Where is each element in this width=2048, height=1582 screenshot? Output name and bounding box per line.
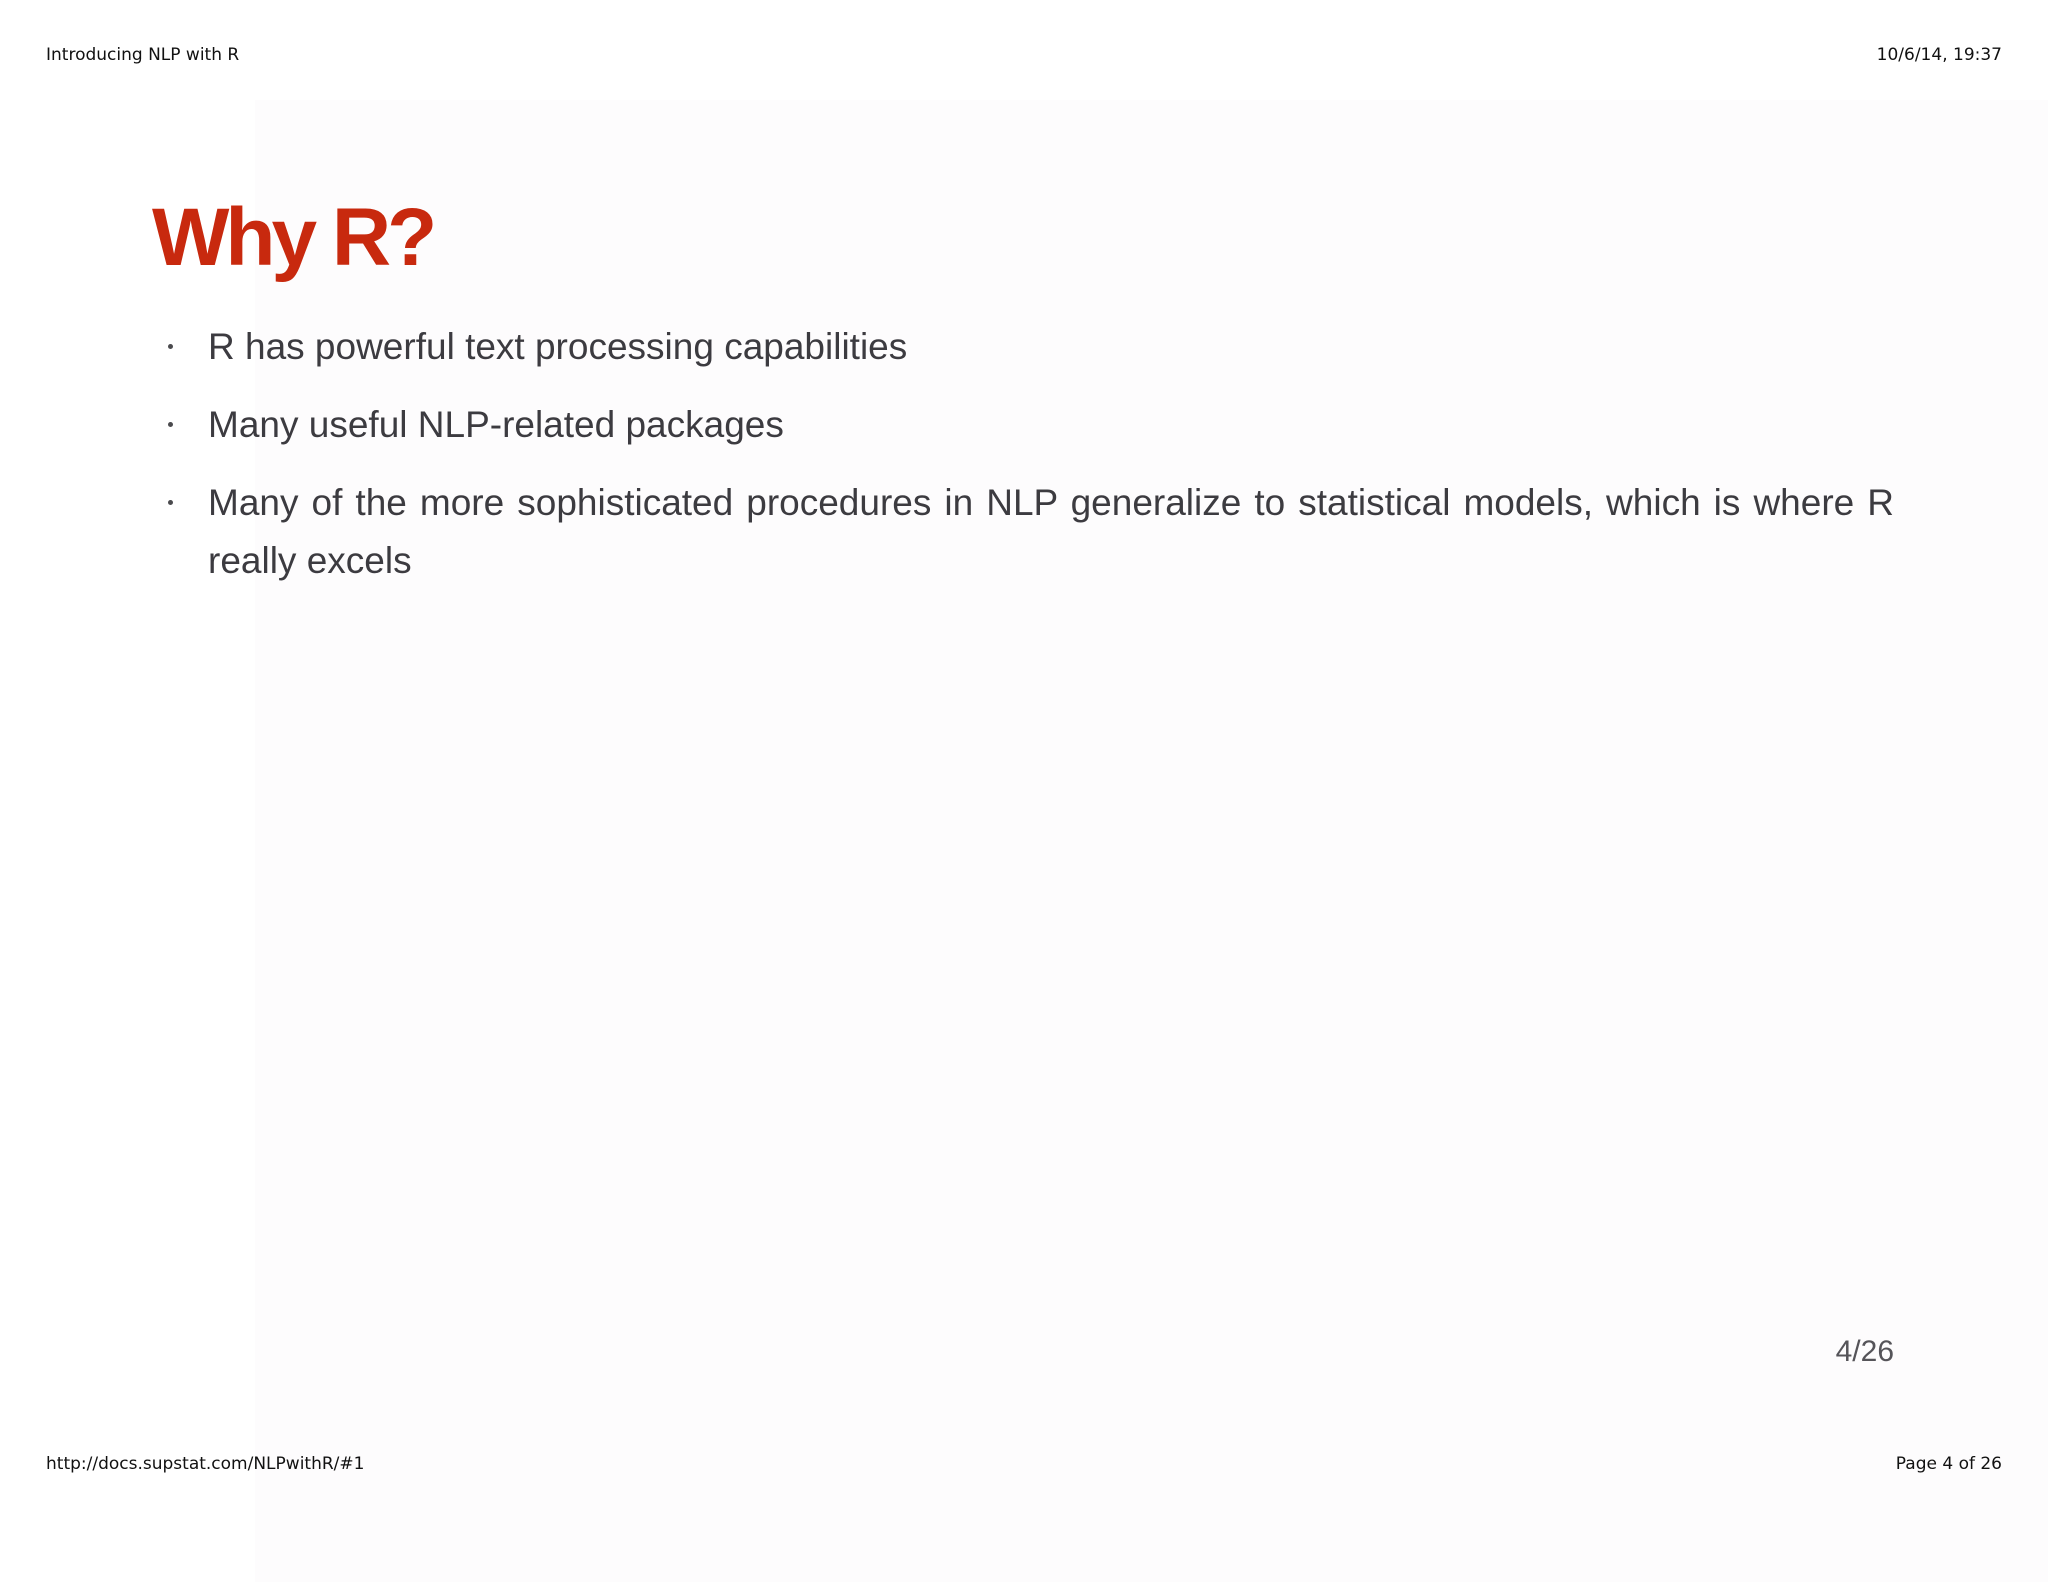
bullet-dot-icon [168,422,173,427]
bullet-dot-icon [168,500,173,505]
bullet-item [168,396,1894,454]
bullet-text: R has powerful text processing capabilities [208,326,908,367]
bullet-dot-icon [168,344,173,349]
print-header [46,43,2002,67]
print-footer [46,1452,2002,1476]
bullet-item [168,318,1894,376]
slide-title: Why R? [152,192,434,283]
slide-number: 4/26 [1835,1335,1894,1368]
print-datetime: 10/6/14, 19:37 [1876,45,2002,65]
bullet-text: Many of the more sophisticated procedures in NLP generalize to statistical models, which is where R really excels [208,482,1894,581]
bullet-list [168,318,1894,610]
document-title: Introducing NLP with R [46,45,240,65]
bullet-item [168,474,1894,590]
page-counter: Page 4 of 26 [1895,1454,2002,1474]
bullet-text: Many useful NLP-related packages [208,404,784,445]
page-url: http://docs.supstat.com/NLPwithR/#1 [46,1454,365,1474]
